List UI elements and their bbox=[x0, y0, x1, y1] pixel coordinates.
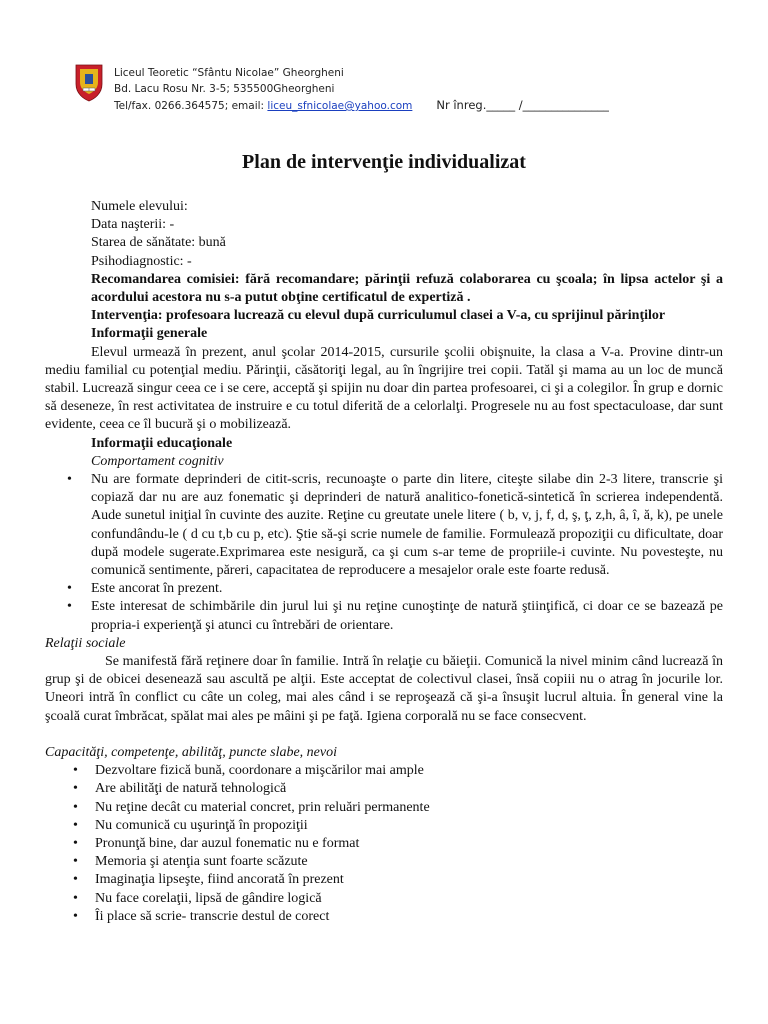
cognitive-list bbox=[45, 471, 723, 635]
school-name: Liceul Teoretic “Sfântu Nicolae” Gheorgheni bbox=[114, 67, 344, 79]
capacities-list bbox=[45, 762, 723, 926]
tel-fax: Tel/fax. 0266.364575; email: bbox=[114, 100, 268, 112]
letterhead bbox=[74, 62, 714, 122]
list-item: • Memoria şi atenţia sunt foarte scăzute bbox=[45, 853, 723, 871]
capacities-heading: Capacităţi, competenţe, abilităţ, puncte slabe, nevoi bbox=[45, 744, 337, 760]
school-crest-icon bbox=[74, 62, 104, 102]
birth-date: Data naşterii: - bbox=[91, 217, 175, 233]
document-body bbox=[45, 198, 723, 926]
social-relations-heading: Relaţii sociale bbox=[45, 635, 126, 651]
student-name: Numele elevului: bbox=[91, 199, 188, 214]
health-status: Starea de sănătate: bună bbox=[91, 235, 226, 251]
general-info-text: Elevul urmează în prezent, anul şcolar 2014-2015, cursurile şcolii obişnuite, la clasa a V-a. Provine dintr-un mediu familial cu potenţial mediu. Părinţii, căsătoriţi legal, au în îngrijire trei copii. Tatăl şi mama au un loc de muncă stabil. Lucrează singur ceea ce i se cere, acceptă şi spijin nu doar din partea profesoarei, ci şi a colegilor. În grup e dornic să deseneze, în rest activitatea de instruire e cu totul diferită de a celorlalţi. Progresele nu au fost spectaculoase, dar sunt evidente, ceea ce îl bucură şi o mobilizează. bbox=[45, 344, 723, 433]
list-item: • Este interesat de schimbările din jurul lui şi nu reţine cunoştinţe de natură ştiinţifică, ci doar ce se bazează pe propria-i experienţă şi atunci cu întrebări de orientare. bbox=[45, 598, 723, 634]
registration-number: Nr înreg._____ /_______________ bbox=[436, 98, 609, 112]
list-item: • Nu reţine decât cu material concret, prin reluări permanente bbox=[45, 799, 723, 817]
contact-line bbox=[114, 97, 609, 114]
list-item: • Îi place să scrie- transcrie destul de corect bbox=[45, 908, 723, 926]
list-item: • Nu are formate deprinderi de citit-scris, recunoaşte o parte din litere, citeşte silabe din 2-3 litere, transcrie şi copiază dar nu are auz fonematic şi deprinderi de natură analitico-fonetică-sintetică în scrierea independentă. Aude sunetul iniţial în cuvinte des auzite. Reţine cu greutate unele litere ( b, v, j, f, d, ş, ţ, z,h, â, î, ă, k), pe unele confundându-le ( d cu t,b cu p, etc). Ştie să-şi scrie numele de familie. Formulează propoziţii cu dificultate, doar după modele sugerate.Exprimarea este nesigură, ca şi cum s-ar teme de propriile-i cuvinte. Nu povesteşte, nu comunică sentimente, păreri, capacitatea de reproducere a mesajelor orale este foarte redusă. bbox=[45, 471, 723, 580]
list-item: • Imaginaţia lipseşte, fiind ancorată în prezent bbox=[45, 871, 723, 889]
list-item: • Este ancorat în prezent. bbox=[45, 580, 723, 598]
page-title: Plan de intervenţie individualizat bbox=[242, 151, 526, 173]
recommendation-text: Recomandarea comisiei: fără recomandare; părinţii refuză colaborarea cu şcoala; în lipsa actelor şi a acordului acestora nu s-a putut obţine certificatul de expertiză . bbox=[91, 271, 723, 306]
list-item: • Pronunţă bine, dar auzul fonematic nu e format bbox=[45, 835, 723, 853]
list-item: • Nu face corelaţii, lipsă de gândire logică bbox=[45, 890, 723, 908]
school-address: Bd. Lacu Rosu Nr. 3-5; 535500Gheorgheni bbox=[114, 83, 335, 95]
list-item: • Nu comunică cu uşurinţă în propoziţii bbox=[45, 817, 723, 835]
email-link[interactable]: liceu_sfnicolae@yahoo.com bbox=[267, 100, 413, 112]
intervention: Intervenţia: profesoara lucrează cu elevul după curriculumul clasei a V-a, cu sprijinul părinţilor bbox=[91, 308, 666, 324]
list-item: • Dezvoltare fizică bună, coordonare a mişcărilor mai ample bbox=[45, 762, 723, 780]
general-info-heading: Informaţii generale bbox=[91, 326, 208, 342]
educational-info-heading: Informaţii educaţionale bbox=[91, 435, 233, 451]
cognitive-behavior-heading: Comportament cognitiv bbox=[91, 453, 224, 469]
commission-recommendation bbox=[45, 271, 723, 307]
social-relations-text: Se manifestă fără reţinere doar în familie. Intră în relaţie cu băieţii. Comunică la nivel minim când lucrează în grup şi de obicei desenează sau ascultă pe alţii. Este acceptat de colectivul clasei, însă copiii nu o atrag în jocurile lor. Uneori intră în conflict cu câte un coleg, mai ales când i se reproşează că şi-a însuşit lucrul altuia. În general vine la şcoală curat îmbrăcat, spălat mai ales pe mâini şi pe faţă. Igiena corporală nu se face consecvent. bbox=[45, 654, 723, 724]
psychodiagnostic: Psihodiagnostic: - bbox=[91, 253, 192, 269]
list-item: • Are abilităţi de natură tehnologică bbox=[45, 780, 723, 798]
